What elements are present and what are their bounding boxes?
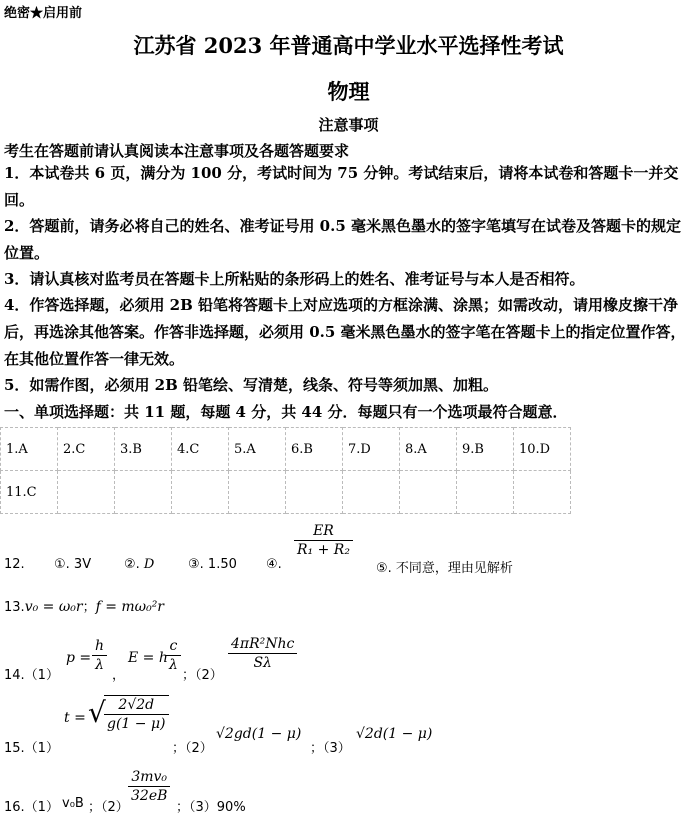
fraction	[166, 637, 181, 674]
answer-13	[4, 596, 164, 615]
table-cell: 10.D	[514, 428, 571, 471]
answer-part: ；（3）90%	[176, 800, 246, 815]
instruction-item: 3．请认真核对监考员在答题卡上所粘贴的条形码上的姓名、准考证号与本人是否相符。	[4, 270, 585, 288]
answer-part: ⑤. 不同意，理由见解析	[376, 561, 513, 576]
answer-part: v₀B	[62, 796, 84, 811]
subject-title: 物理	[327, 79, 370, 104]
fraction-numerator: c	[166, 637, 181, 656]
table-cell: 8.A	[400, 428, 457, 471]
fraction-denominator: Sλ	[253, 655, 272, 671]
table-cell	[514, 471, 571, 514]
table-cell: 11.C	[1, 471, 58, 514]
instructions-intro: 考生在答题前请认真阅读本注意事项及各题答题要求	[4, 142, 350, 160]
formula: f = mω₀²r	[95, 599, 164, 615]
table-cell	[58, 471, 115, 514]
fraction-denominator: R₁ + R₂	[297, 542, 350, 558]
separator: ，	[112, 668, 126, 683]
fraction-denominator: λ	[95, 657, 104, 673]
formula: E = h	[128, 650, 168, 666]
answer-part-value: D	[143, 557, 155, 572]
answer-16	[4, 766, 404, 816]
fraction-denominator: 32eB	[131, 788, 168, 804]
table-cell	[457, 471, 514, 514]
exam-title: 江苏省 2023 年普通高中学业水平选择性考试	[133, 33, 564, 58]
answer-14	[4, 632, 404, 682]
question-number: 14.（1）	[4, 668, 59, 683]
table-cell	[286, 471, 343, 514]
notice-heading: 注意事项	[318, 116, 379, 134]
instruction-item: 5．如需作图，必须用 2B 铅笔绘、写清楚，线条、符号等须加黑、加粗。	[4, 376, 498, 394]
formula: t =	[64, 710, 86, 726]
answer-part: ；（2）	[182, 668, 223, 683]
table-cell: 7.D	[343, 428, 400, 471]
table-row	[1, 471, 571, 514]
table-cell: 5.A	[229, 428, 286, 471]
fraction	[228, 635, 297, 672]
question-number: 12.	[4, 557, 25, 572]
fraction-numerator: 2√2d	[104, 696, 169, 715]
table-cell	[229, 471, 286, 514]
confidential-label: 绝密★启用前	[4, 6, 83, 21]
fraction	[294, 522, 353, 559]
formula: p =	[66, 650, 92, 666]
answer-part: ④.	[266, 557, 282, 572]
table-cell: 4.C	[172, 428, 229, 471]
fraction-numerator: 4πR²Nhc	[228, 635, 297, 654]
formula: √2gd(1 − μ)	[216, 726, 302, 742]
answer-part	[124, 557, 154, 572]
formula: v₀ = ω₀r	[24, 599, 83, 615]
table-cell: 6.B	[286, 428, 343, 471]
answer-part: ③. 1.50	[188, 557, 237, 572]
fraction-denominator: λ	[169, 657, 178, 673]
table-cell: 9.B	[457, 428, 514, 471]
fraction	[128, 768, 170, 805]
answer-part: ；（3）	[310, 741, 351, 756]
instruction-item: 2．答题前，请务必将自己的姓名、准考证号用 0.5 毫米黑色墨水的签字笔填写在试卷及答题卡的规定位置。	[4, 217, 681, 262]
fraction-numerator: ER	[294, 522, 353, 541]
instruction-item: 4．作答选择题，必须用 2B 铅笔将答题卡上对应选项的方框涂满、涂黑；如需改动，请用橡皮擦干净后，再选涂其他答案。作答非选择题，必须用 0.5 毫米黑色墨水的签字笔在答题卡上的指定位置作答，在其他位置作答一律无效。	[4, 296, 686, 368]
table-cell	[172, 471, 229, 514]
table-cell	[400, 471, 457, 514]
sqrt-icon: √	[88, 696, 106, 729]
table-cell: 3.B	[115, 428, 172, 471]
table-cell: 1.A	[1, 428, 58, 471]
fraction-denominator: g(1 − μ)	[107, 716, 166, 732]
answer-15	[4, 690, 504, 758]
question-number: 15.（1）	[4, 741, 59, 756]
table-cell	[343, 471, 400, 514]
table-cell	[115, 471, 172, 514]
separator: ；	[82, 600, 96, 615]
answer-table	[0, 427, 571, 514]
question-number: 13.	[4, 600, 25, 615]
answer-part-label: ②.	[124, 557, 144, 572]
fraction-numerator: h	[92, 637, 107, 656]
table-row	[1, 428, 571, 471]
answer-part: ①. 3V	[54, 557, 92, 572]
fraction	[92, 637, 107, 674]
fraction	[104, 695, 169, 733]
answer-part: ；（2）	[172, 741, 213, 756]
fraction-numerator: 3mv₀	[128, 768, 170, 787]
instruction-item: 1．本试卷共 6 页，满分为 100 分，考试时间为 75 分钟。考试结束后，请将本试卷和答题卡一并交回。	[4, 164, 679, 209]
section-heading: 一、单项选择题：共 11 题，每题 4 分，共 44 分．每题只有一个选项最符合题意．	[4, 403, 568, 421]
question-number: 16.（1）	[4, 800, 59, 815]
formula: √2d(1 − μ)	[356, 726, 433, 742]
answer-part: ；（2）	[88, 800, 129, 815]
table-cell: 2.C	[58, 428, 115, 471]
